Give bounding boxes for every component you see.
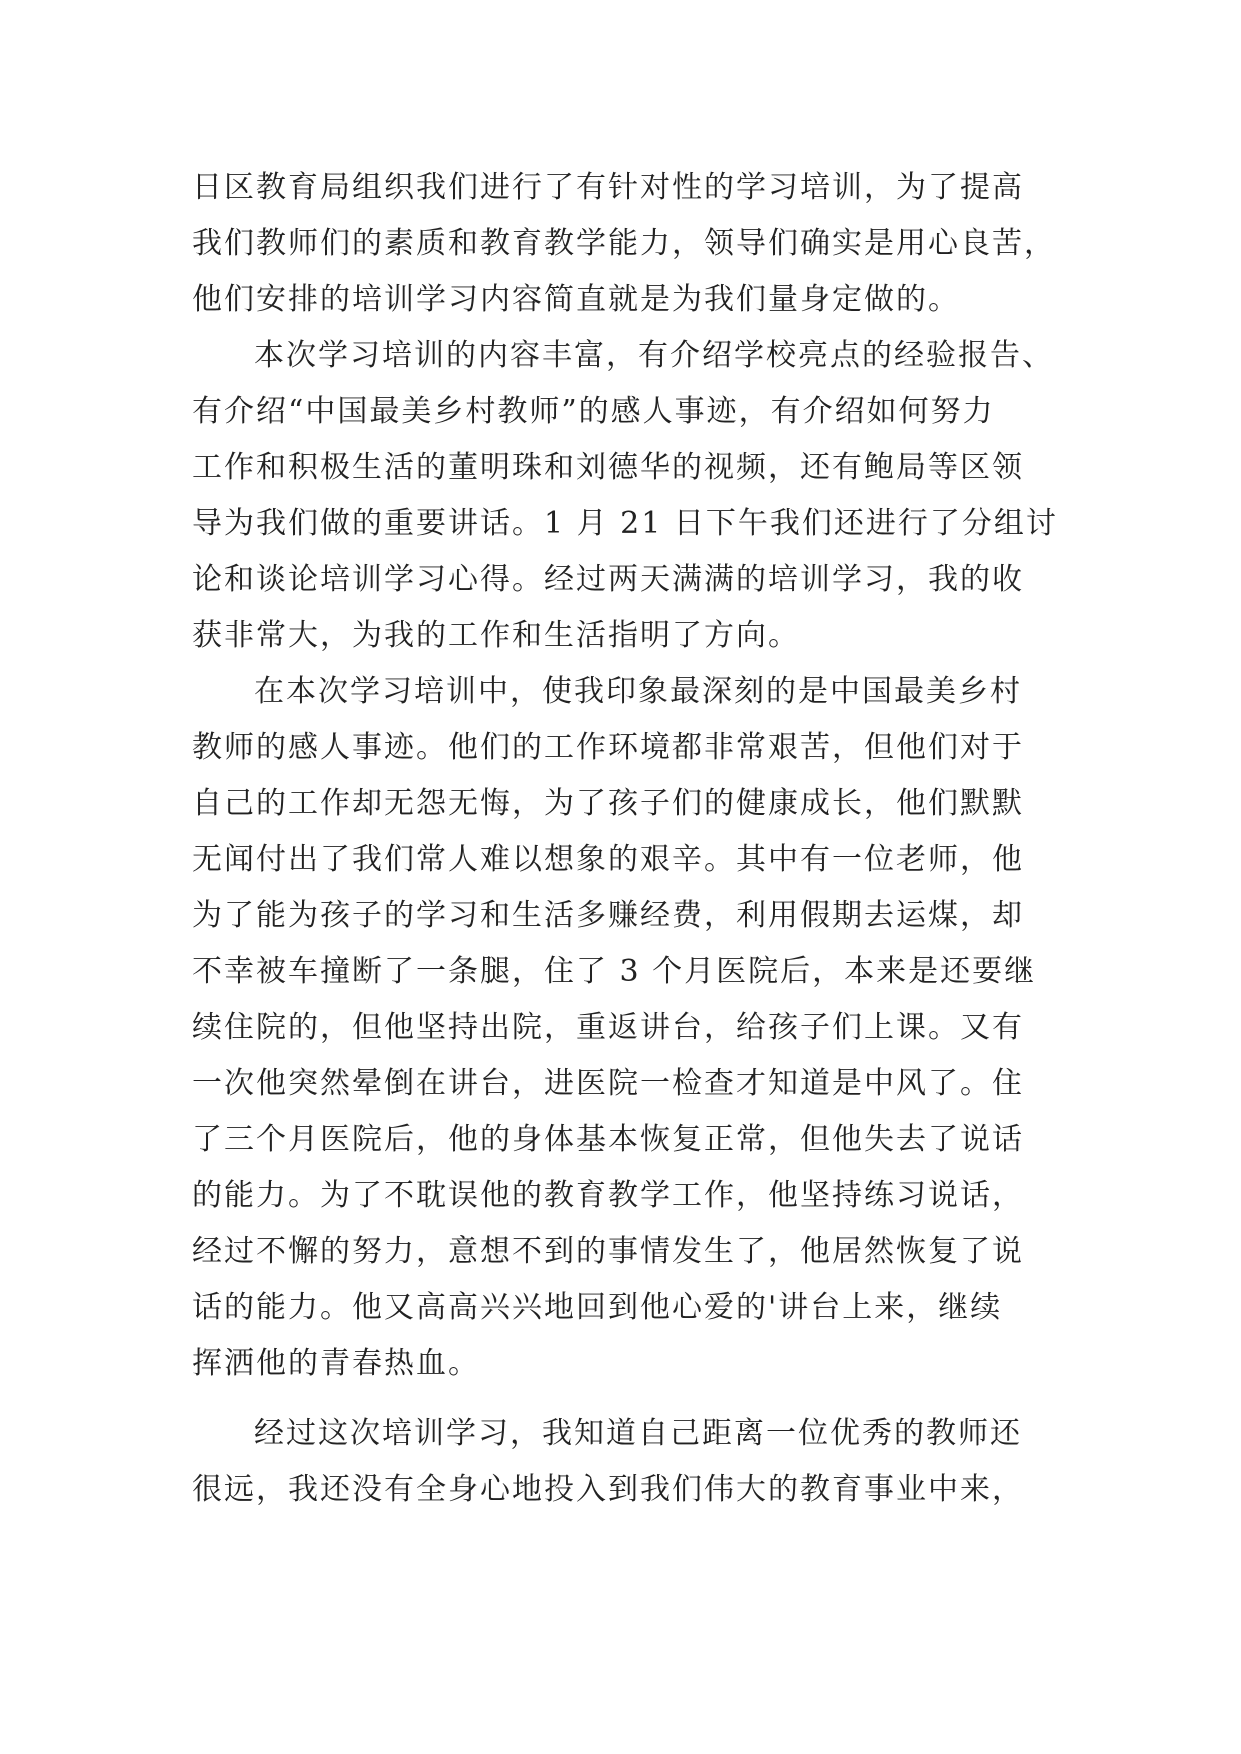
document-body xyxy=(192,160,1072,1518)
text-line: 话的能力。他又高高兴兴地回到他心爱的'讲台上来，继续 xyxy=(192,1290,1003,1325)
text-line: 论和谈论培训学习心得。经过两天满满的培训学习，我的收 xyxy=(192,562,1024,597)
paragraph-spacer xyxy=(192,1392,1072,1406)
text-line: 日区教育局组织我们进行了有针对性的学习培训，为了提高 xyxy=(192,170,1024,205)
text-line: 无闻付出了我们常人难以想象的艰辛。其中有一位老师，他 xyxy=(192,842,1024,877)
text-line: 经过这次培训学习，我知道自己距离一位优秀的教师还 xyxy=(254,1416,1022,1451)
paragraph-4 xyxy=(192,1406,1072,1518)
text-line: 我们教师们的素质和教育教学能力，领导们确实是用心良苦， xyxy=(192,226,1056,261)
text-line: 经过不懈的努力，意想不到的事情发生了，他居然恢复了说 xyxy=(192,1234,1024,1269)
text-line: 不幸被车撞断了一条腿，住了 3 个月医院后，本来是还要继 xyxy=(192,954,1037,989)
text-line: 自己的工作却无怨无悔，为了孩子们的健康成长，他们默默 xyxy=(192,786,1024,821)
text-line: 教师的感人事迹。他们的工作环境都非常艰苦，但他们对于 xyxy=(192,730,1024,765)
text-line: 导为我们做的重要讲话。1 月 21 日下午我们还进行了分组讨 xyxy=(192,506,1058,541)
text-line: 一次他突然晕倒在讲台，进医院一检查才知道是中风了。住 xyxy=(192,1066,1024,1101)
text-line: 续住院的，但他坚持出院，重返讲台，给孩子们上课。又有 xyxy=(192,1010,1024,1045)
paragraph-2 xyxy=(192,328,1072,664)
text-line: 很远，我还没有全身心地投入到我们伟大的教育事业中来， xyxy=(192,1472,1024,1507)
text-line: 在本次学习培训中，使我印象最深刻的是中国最美乡村 xyxy=(254,674,1022,709)
text-line: 挥洒他的青春热血。 xyxy=(192,1346,480,1381)
text-line: 工作和积极生活的董明珠和刘德华的视频，还有鲍局等区领 xyxy=(192,450,1024,485)
paragraph-1 xyxy=(192,160,1072,328)
text-line: 他们安排的培训学习内容简直就是为我们量身定做的。 xyxy=(192,282,960,317)
text-line: 了三个月医院后，他的身体基本恢复正常，但他失去了说话 xyxy=(192,1122,1024,1157)
text-line: 为了能为孩子的学习和生活多赚经费，利用假期去运煤，却 xyxy=(192,898,1024,933)
paragraph-3 xyxy=(192,664,1072,1392)
text-line: 本次学习培训的内容丰富，有介绍学校亮点的经验报告、 xyxy=(254,338,1054,373)
text-line: 的能力。为了不耽误他的教育教学工作，他坚持练习说话， xyxy=(192,1178,1024,1213)
text-line: 获非常大，为我的工作和生活指明了方向。 xyxy=(192,618,800,653)
text-line: 有介绍“中国最美乡村教师”的感人事迹，有介绍如何努力 xyxy=(192,394,995,429)
